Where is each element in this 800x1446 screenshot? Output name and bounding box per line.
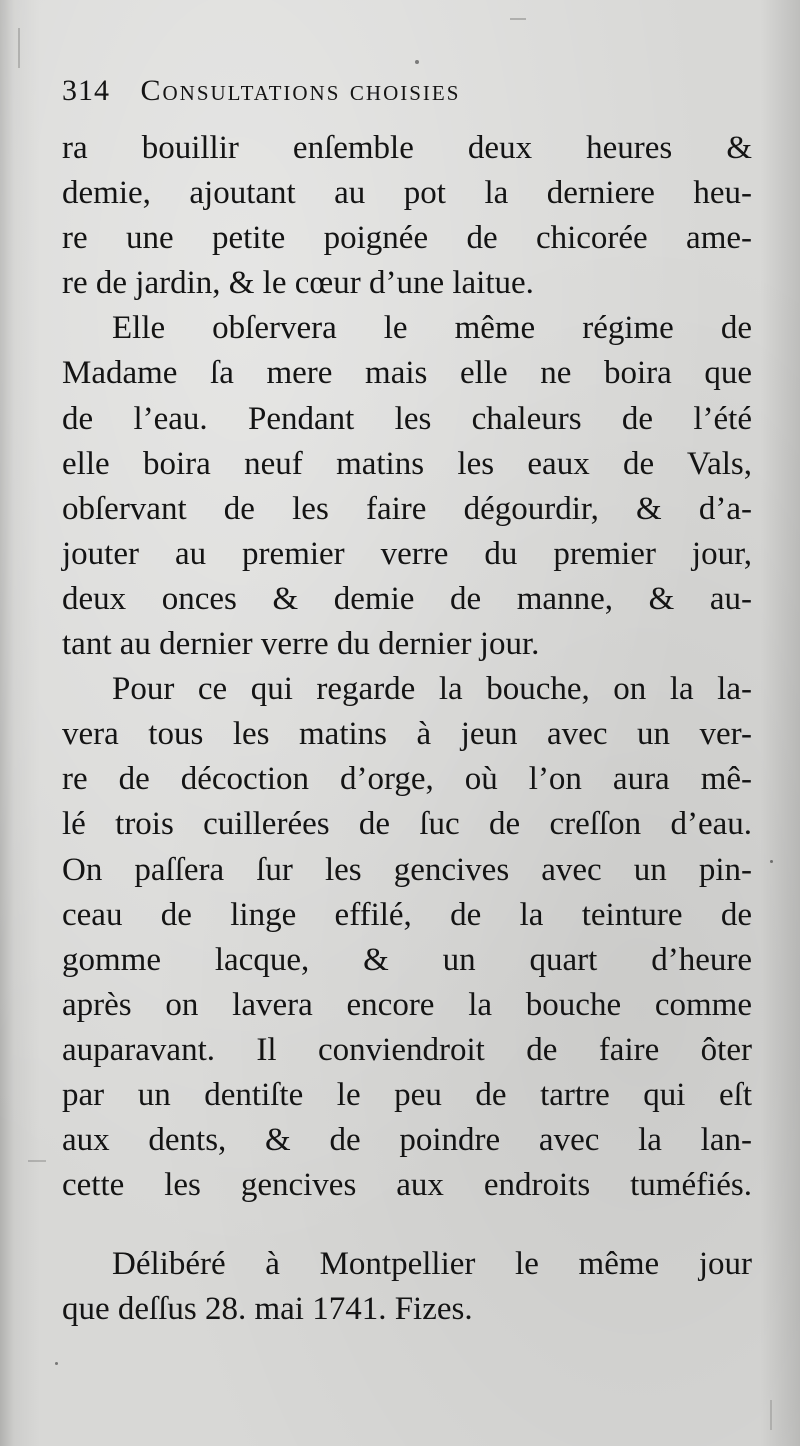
text-line: elle boira neuf matins les eaux de Vals, [62, 445, 752, 482]
text-line: lé trois cuillerées de ſuc de creſſon d’eau. [62, 806, 752, 843]
ink-speck [770, 860, 773, 863]
text-line: deux onces & demie de manne, & au- [62, 580, 752, 617]
text-line: ceau de linge effilé, de la teinture de [62, 896, 752, 933]
text-line: vera tous les matins à jeun avec un ver- [62, 716, 752, 753]
closing-signature [62, 1242, 752, 1332]
text-line: tant au dernier verre du dernier jour. [62, 626, 540, 663]
paragraph [62, 306, 752, 667]
text-line: jouter au premier verre du premier jour, [62, 535, 752, 572]
text-line: obſervant de les faire dégourdir, & d’a- [62, 490, 752, 527]
text-line: Délibéré à Montpellier le même jour [112, 1246, 752, 1282]
scan-mark [770, 1400, 772, 1430]
text-line: que deſſus 28. mai 1741. Fizes. [62, 1291, 473, 1328]
scan-mark [510, 18, 526, 20]
text-line: aux dents, & de poindre avec la lan- [62, 1122, 752, 1159]
text-line: auparavant. Il conviendroit de faire ôter [62, 1031, 752, 1068]
text-line: Madame ſa mere mais elle ne boira que [62, 355, 752, 392]
text-line: Pour ce qui regarde la bouche, on la la- [112, 671, 752, 708]
scan-mark [28, 1160, 46, 1162]
text-line: re de décoction d’orge, où l’on aura mê- [62, 761, 752, 798]
text-line: après on lavera encore la bouche comme [62, 986, 752, 1023]
text-line: Elle obſervera le même régime de [112, 310, 752, 347]
body-text [62, 126, 752, 1208]
text-line: par un dentiſte le peu de tartre qui eſt [62, 1076, 752, 1113]
text-line: re une petite poignée de chicorée ame- [62, 220, 752, 257]
paragraph [62, 126, 752, 306]
text-line: ra bouillir enſemble deux heures & [62, 130, 752, 166]
ink-speck [55, 1362, 58, 1365]
scan-mark [18, 28, 20, 68]
text-line: de l’eau. Pendant les chaleurs de l’été [62, 400, 752, 437]
text-line: gomme lacque, & un quart d’heure [62, 941, 752, 978]
text-line: On paſſera ſur les gencives avec un pin- [62, 851, 752, 888]
text-line: cette les gencives aux endroits tuméfiés. [62, 1167, 752, 1204]
text-line: demie, ajoutant au pot la derniere heu- [62, 175, 752, 212]
text-line: re de jardin, & le cœur d’une laitue. [62, 265, 534, 302]
running-title: Consultations choisies [140, 74, 461, 107]
ink-speck [415, 60, 419, 64]
paragraph [62, 667, 752, 1208]
page-number: 314 [62, 74, 110, 107]
running-header [62, 74, 622, 120]
